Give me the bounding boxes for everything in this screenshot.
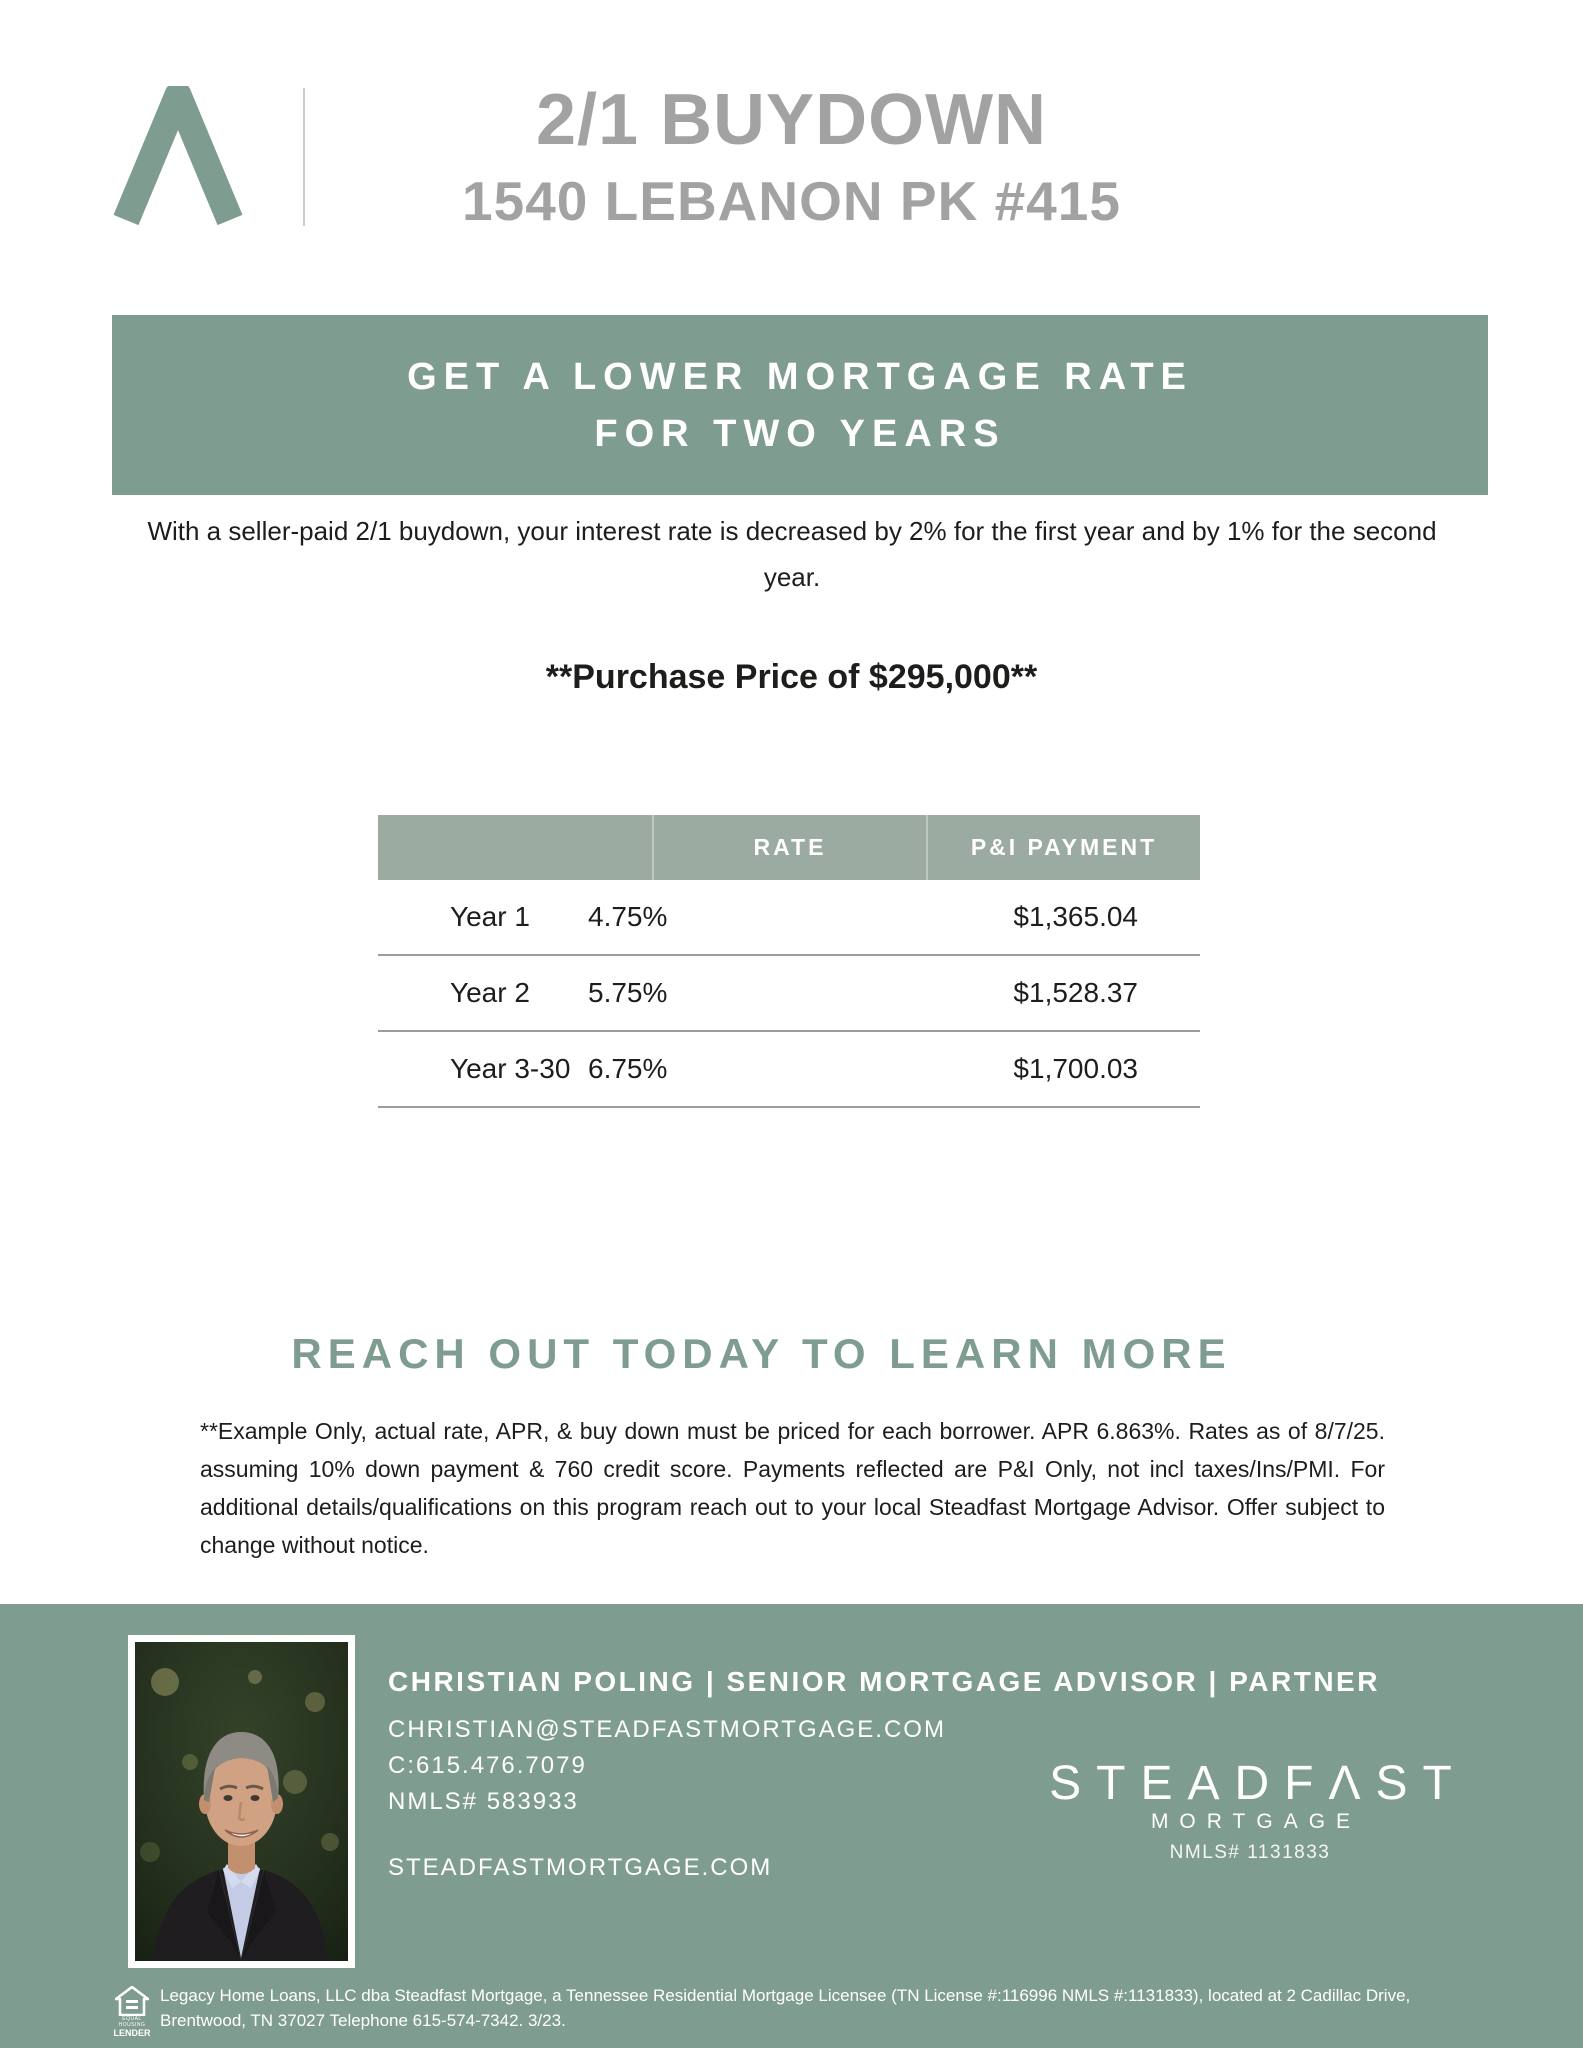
disclaimer-text: **Example Only, actual rate, APR, & buy down must be priced for each borrower. APR 6.863%. Rates as of 8/7/25. assuming 10% down payment & 760 credit score. Payments reflected are P&I Only, not incl taxes/Ins/PMI. For additional details/qualifications on this program reach out to your local Steadfast Mortgage Advisor. Offer subject to change without notice. — [200, 1418, 1385, 1558]
row-rate: 6.75% — [588, 1053, 668, 1084]
row-payment: $1,528.37 — [1013, 977, 1138, 1008]
advisor-name-title: CHRISTIAN POLING | SENIOR MORTGAGE ADVISOR | PARTNER — [388, 1666, 1380, 1697]
row-payment: $1,700.03 — [1013, 1053, 1138, 1084]
banner-line-2: FOR TWO YEARS — [594, 412, 1006, 455]
row-period: Year 3-30 — [450, 1053, 571, 1084]
row-period: Year 2 — [450, 977, 530, 1008]
table-row — [378, 1032, 1200, 1108]
advisor-email-link[interactable]: CHRISTIAN@STEADFASTMORTGAGE.COM — [388, 1716, 946, 1743]
brand-subtitle: MORTGAGE — [1150, 1810, 1362, 1833]
advisor-phone-link[interactable]: C:615.476.7079 — [388, 1752, 587, 1779]
row-rate: 5.75% — [588, 977, 668, 1008]
headshot-illustration — [135, 1642, 348, 1961]
lender-label: LENDER — [113, 2028, 151, 2038]
company-website-link[interactable]: STEADFASTMORTGAGE.COM — [388, 1854, 773, 1881]
table-row — [378, 880, 1200, 956]
equal-housing-house-icon — [115, 1986, 149, 2016]
advisor-headshot — [128, 1635, 355, 1968]
cta-heading: REACH OUT TODAY TO LEARN MORE — [291, 1330, 1232, 1377]
property-address: 1540 LEBANON PK #415 — [462, 170, 1121, 232]
headline-banner — [112, 315, 1488, 495]
banner-line-1: GET A LOWER MORTGAGE RATE — [407, 355, 1193, 398]
table-row — [378, 956, 1200, 1032]
equal-housing-label: EQUAL HOUSING — [118, 2016, 146, 2028]
rate-table-header — [378, 815, 1200, 880]
header-cell-blank — [378, 815, 652, 880]
row-rate: 4.75% — [588, 901, 668, 932]
legal-disclosure: Legacy Home Loans, LLC dba Steadfast Mortgage, a Tennessee Residential Mortgage Licensee (TN License #:116996 NMLS #:1131833), located at 2 Cadillac Drive, Brentwood, TN 37027 Telephone 615-574-7342. 3/23. — [160, 1986, 1411, 2030]
brand-nmls: NMLS# 1131833 — [1169, 1842, 1331, 1863]
equal-housing-lender-badge — [110, 1986, 154, 2038]
header-cell-rate: RATE — [652, 815, 926, 880]
advisor-nmls: NMLS# 583933 — [388, 1788, 579, 1815]
brand-name: STEADFΛST — [1049, 1757, 1467, 1810]
intro-paragraph: With a seller-paid 2/1 buydown, your interest rate is decreased by 2% for the first year and by 1% for the second year. — [147, 516, 1437, 592]
header-cell-payment: P&I PAYMENT — [926, 815, 1200, 880]
page-title: 2/1 BUYDOWN — [535, 80, 1048, 160]
row-period: Year 1 — [450, 901, 530, 932]
footer — [0, 1604, 1583, 2048]
purchase-price-note: **Purchase Price of $295,000** — [545, 658, 1038, 696]
row-payment: $1,365.04 — [1013, 901, 1138, 932]
rate-table — [378, 815, 1200, 1108]
